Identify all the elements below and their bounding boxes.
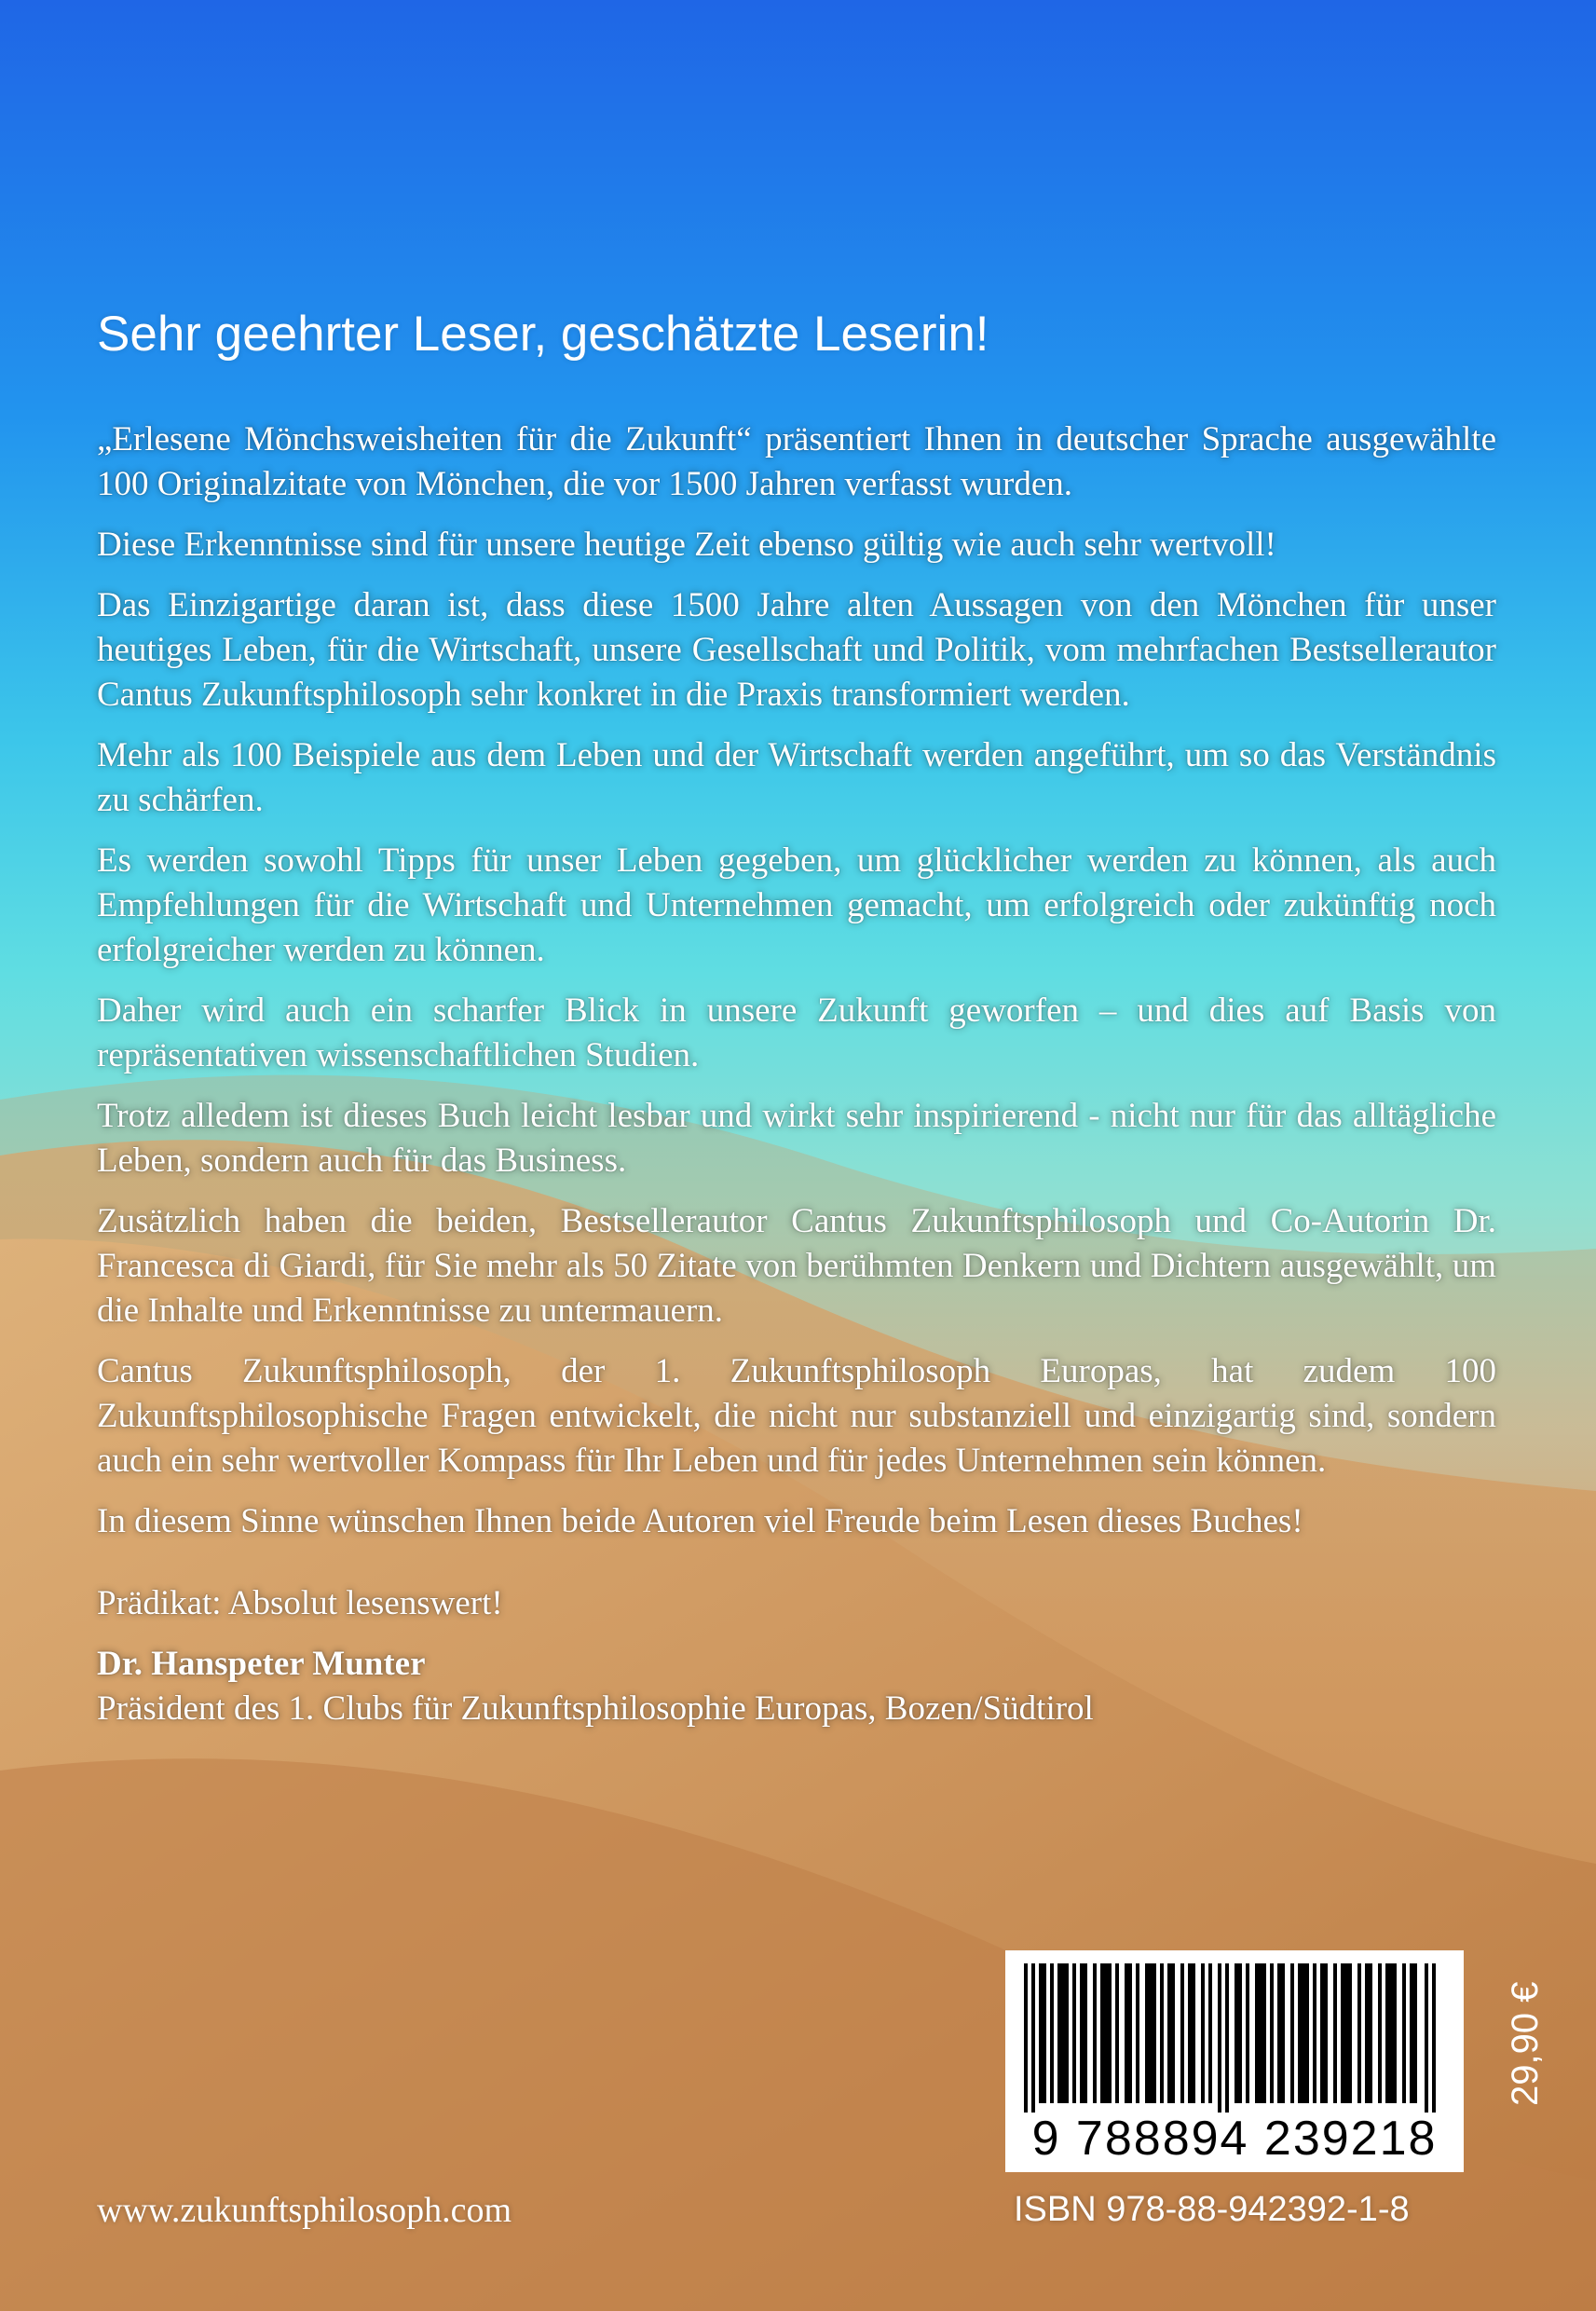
blurb-paragraph: Das Einzigartige daran ist, dass diese 1500 Jahre alten Aussagen von den Mönchen für unser heutiges Leben, für die Wirtschaft, unsere Gesellschaft und Politik, vom mehrfachen Bestsellerautor Cantus Zukunftsphilosoph sehr konkret in die Praxis transformiert werden. — [97, 586, 1496, 714]
blurb-paragraph: In diesem Sinne wünschen Ihnen beide Autoren viel Freude beim Lesen dieses Buches! — [97, 1502, 1303, 1540]
blurb-paragraph: Es werden sowohl Tipps für unser Leben gegeben, um glücklicher werden zu können, als auch Empfehlungen für die Wirtschaft und Unternehmen gemacht, um erfolgreich oder zukünftig noch erfolgreicher werden zu können. — [97, 841, 1496, 969]
isbn-number: ISBN 978-88-942392-1-8 — [1014, 2190, 1410, 2229]
isbn-barcode — [1005, 1950, 1464, 2172]
verdict-line: Prädikat: Absolut lesenswert! — [97, 1584, 503, 1622]
blurb-paragraph: Zusätzlich haben die beiden, Bestsellerautor Cantus Zukunftsphilosoph und Co-Autorin Dr. Francesca di Giardi, für Sie mehr als 50 Zitate von berühmten Denkern und Dichtern ausgewählt, um die Inhalte und Erkenntnisse zu untermauern. — [97, 1202, 1496, 1330]
blurb-paragraph: Mehr als 100 Beispiele aus dem Leben und der Wirtschaft werden angeführt, um so das Verständnis zu schärfen. — [97, 736, 1496, 819]
signer-title: Präsident des 1. Clubs für Zukunftsphilosophie Europas, Bozen/Südtirol — [97, 1689, 1094, 1728]
blurb-paragraph: „Erlesene Mönchsweisheiten für die Zukunft“ präsentiert Ihnen in deutscher Sprache ausgewählte 100 Originalzitate von Mönchen, die vor 1500 Jahren verfasst wurden. — [97, 420, 1496, 503]
cover-heading: Sehr geehrter Leser, geschätzte Leserin! — [97, 307, 989, 362]
signer-name: Dr. Hanspeter Munter — [97, 1645, 426, 1683]
barcode-digits: 9 788894 239218 — [1031, 2112, 1438, 2166]
blurb-paragraph: Cantus Zukunftsphilosoph, der 1. Zukunftsphilosoph Europas, hat zudem 100 Zukunftsphilosophische Fragen entwickelt, die nicht nur substanziell und einzigartig sind, sondern auch ein sehr wertvoller Kompass für Ihr Leben und für jedes Unternehmen sein können. — [97, 1352, 1496, 1480]
blurb-paragraph: Trotz alledem ist dieses Buch leicht lesbar und wirkt sehr inspirierend - nicht nur für das alltägliche Leben, sondern auch für das Business. — [97, 1097, 1496, 1180]
blurb-text — [97, 417, 1496, 1731]
blurb-paragraph: Daher wird auch ein scharfer Blick in unsere Zukunft geworfen – und dies auf Basis von repräsentativen wissenschaftlichen Studien. — [97, 991, 1496, 1074]
blurb-paragraph: Diese Erkenntnisse sind für unsere heutige Zeit ebenso gültig wie auch sehr wertvoll! — [97, 526, 1276, 564]
barcode-bars — [1024, 1963, 1445, 2113]
website-link[interactable]: www.zukunftsphilosoph.com — [97, 2191, 512, 2230]
price-label: 29,90 € — [1505, 1981, 1546, 2106]
